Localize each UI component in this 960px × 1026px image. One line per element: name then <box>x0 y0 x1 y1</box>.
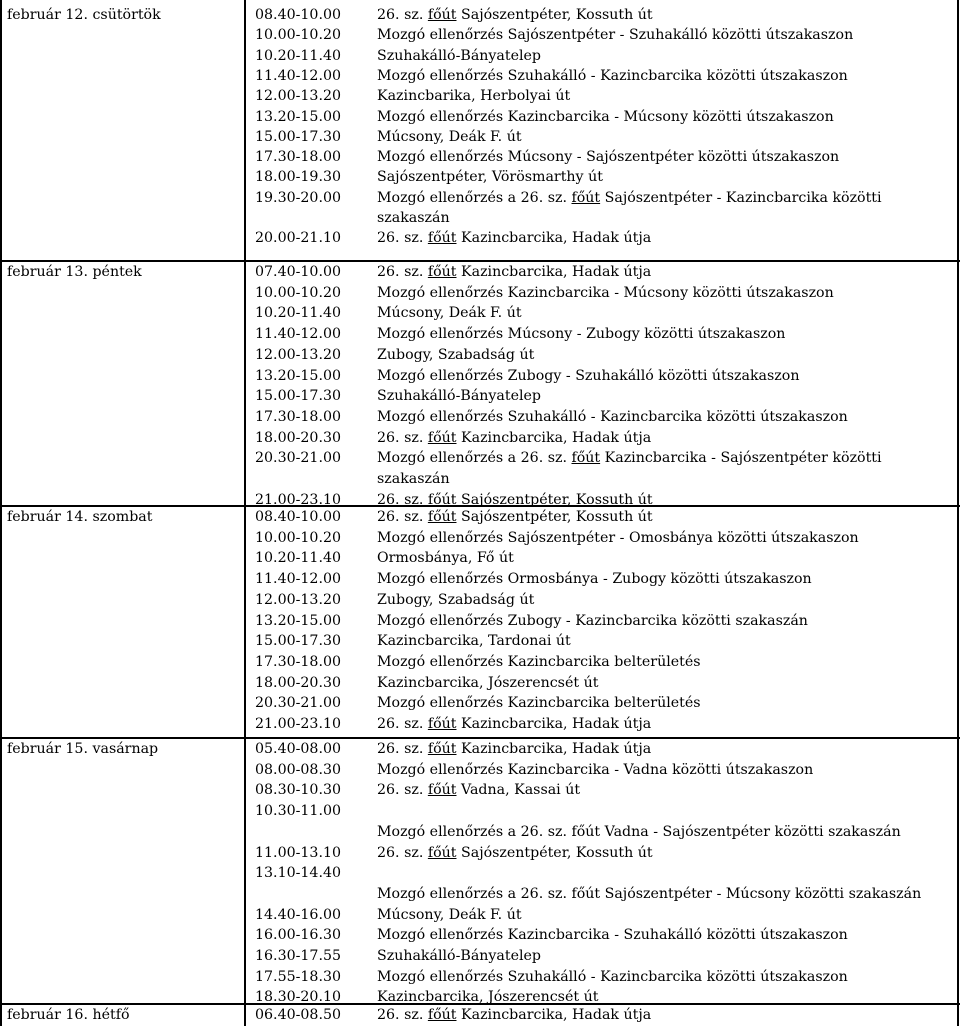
activity-description: Mozgó ellenőrzés Szuhakálló - Kazincbarcika közötti útszakaszon <box>377 968 848 985</box>
time-range: 12.00-13.20 <box>255 346 342 363</box>
activity-description: Ormosbánya, Fő út <box>377 550 514 567</box>
activity-description: Kazincbarika, Herbolyai út <box>377 88 571 105</box>
time-range: 20.30-21.00 <box>255 695 342 712</box>
time-range: 08.00-08.30 <box>255 761 342 778</box>
day-label: február 13. péntek <box>7 264 142 280</box>
underlined-text: főút <box>427 716 457 732</box>
time-range: 10.20-11.40 <box>255 47 342 64</box>
time-range: 15.00-17.30 <box>255 128 342 145</box>
activity-description: 26. sz. főút Sajószentpéter, Kossuth út <box>377 7 653 23</box>
activity-description-continued: Mozgó ellenőrzés a 26. sz. főút Sajószentpéter - Múcsony közötti szakaszán <box>377 885 922 902</box>
activity-description: Zubogy, Szabadság út <box>377 346 535 363</box>
time-range: 15.00-17.30 <box>255 633 342 650</box>
activity-description: Zubogy, Szabadság út <box>377 591 535 608</box>
time-range: 10.00-10.20 <box>255 27 342 44</box>
time-range: 10.20-11.40 <box>255 550 342 567</box>
time-range: 17.30-18.00 <box>255 149 342 166</box>
time-range: 10.20-11.40 <box>255 305 342 322</box>
activity-description: Szuhakálló-Bányatelep <box>377 388 542 405</box>
activity-description: Mozgó ellenőrzés Zubogy - Kazincbarcika közötti szakaszán <box>377 612 808 629</box>
time-range: 13.10-14.40 <box>255 865 342 882</box>
underlined-text: főút <box>427 264 457 280</box>
underlined-text: főút <box>427 7 457 23</box>
time-range: 16.30-17.55 <box>255 948 342 964</box>
time-range: 20.30-21.00 <box>255 450 342 467</box>
activity-description-continued: szakaszán <box>377 471 450 487</box>
activity-description: Kazincbarcika, Jószerencsét út <box>377 674 599 691</box>
underlined-text: főút <box>427 844 457 861</box>
time-range: 17.30-18.00 <box>255 653 342 670</box>
table-left-border <box>0 0 2 1026</box>
time-range: 19.30-20.00 <box>255 189 342 206</box>
activity-description: 26. sz. főút Kazincbarcika, Hadak útja <box>377 264 652 280</box>
time-range: 11.40-12.00 <box>255 326 342 343</box>
activity-description: 26. sz. főút Vadna, Kassai út <box>377 782 581 799</box>
time-range: 08.30-10.30 <box>255 782 342 799</box>
column-divider <box>244 0 246 1026</box>
time-range: 21.00-23.10 <box>255 716 342 732</box>
activity-description: Mozgó ellenőrzés a 26. sz. főút Sajószentpéter - Kazincbarcika közötti <box>377 189 882 206</box>
underlined-text: főút <box>427 782 457 799</box>
activity-description: Mozgó ellenőrzés Múcsony - Zubogy közötti útszakaszon <box>377 326 786 343</box>
activity-description: Mozgó ellenőrzés Kazincbarcika - Múcsony közötti útszakaszon <box>377 108 834 125</box>
activity-description: Mozgó ellenőrzés Szuhakálló - Kazincbarcika közötti útszakaszon <box>377 408 848 425</box>
activity-description: Mozgó ellenőrzés Sajószentpéter - Omosbánya közötti útszakaszon <box>377 529 859 546</box>
time-range: 11.00-13.10 <box>255 844 342 861</box>
activity-description: Mozgó ellenőrzés Sajószentpéter - Szuhakálló közötti útszakaszon <box>377 27 854 44</box>
day-label: február 14. szombat <box>7 509 153 525</box>
activity-description: Mozgó ellenőrzés a 26. sz. főút Kazincbarcika - Sajószentpéter közötti <box>377 450 882 467</box>
time-range: 05.40-08.00 <box>255 741 342 757</box>
time-range: 18.00-19.30 <box>255 169 342 186</box>
time-range: 11.40-12.00 <box>255 67 342 84</box>
activity-description: Mozgó ellenőrzés Kazincbarcika - Múcsony közötti útszakaszon <box>377 284 834 301</box>
underlined-text: főút <box>427 491 457 508</box>
time-range: 15.00-17.30 <box>255 388 342 405</box>
time-range: 21.00-23.10 <box>255 491 342 508</box>
time-range: 20.00-21.10 <box>255 230 342 247</box>
activity-description: Múcsony, Deák F. út <box>377 906 522 923</box>
activity-description: 26. sz. főút Kazincbarcika, Hadak útja <box>377 429 652 446</box>
activity-description: Szuhakálló-Bányatelep <box>377 948 542 964</box>
activity-description: Mozgó ellenőrzés Kazincbarcika belterületés <box>377 695 701 712</box>
time-range: 16.00-16.30 <box>255 927 342 944</box>
time-range: 10.30-11.00 <box>255 803 342 820</box>
activity-description-continued: szakaszán <box>377 210 450 226</box>
time-range: 13.20-15.00 <box>255 612 342 629</box>
activity-description: 26. sz. főút Kazincbarcika, Hadak útja <box>377 1007 652 1023</box>
activity-description: Sajószentpéter, Vörösmarthy út <box>377 169 603 186</box>
time-range: 18.00-20.30 <box>255 429 342 446</box>
time-range: 18.00-20.30 <box>255 674 342 691</box>
activity-description: Mozgó ellenőrzés Szuhakálló - Kazincbarcika közötti útszakaszon <box>377 67 848 84</box>
activity-description: Mozgó ellenőrzés Ormosbánya - Zubogy közötti útszakaszon <box>377 571 812 588</box>
time-range: 10.00-10.20 <box>255 284 342 301</box>
activity-description: Mozgó ellenőrzés Múcsony - Sajószentpéter közötti útszakaszon <box>377 149 840 166</box>
day-label: február 16. hétfő <box>7 1007 130 1023</box>
activity-description: 26. sz. főút Sajószentpéter, Kossuth út <box>377 491 653 508</box>
time-range: 13.20-15.00 <box>255 367 342 384</box>
activity-description: 26. sz. főút Kazincbarcika, Hadak útja <box>377 230 652 247</box>
activity-description-continued: Mozgó ellenőrzés a 26. sz. főút Vadna - Sajószentpéter közötti szakaszán <box>377 823 901 840</box>
day-label: február 15. vasárnap <box>7 741 159 757</box>
activity-description: Múcsony, Deák F. út <box>377 128 522 145</box>
activity-description: 26. sz. főút Sajószentpéter, Kossuth út <box>377 509 653 525</box>
time-range: 17.30-18.00 <box>255 408 342 425</box>
time-range: 10.00-10.20 <box>255 529 342 546</box>
underlined-text: főút <box>427 230 457 247</box>
time-range: 12.00-13.20 <box>255 591 342 608</box>
time-range: 07.40-10.00 <box>255 264 342 280</box>
activity-description: 26. sz. főút Kazincbarcika, Hadak útja <box>377 716 652 732</box>
day-label: február 12. csütörtök <box>7 7 161 23</box>
underlined-text: főút <box>427 741 457 757</box>
time-range: 13.20-15.00 <box>255 108 342 125</box>
activity-description: Mozgó ellenőrzés Kazincbarcika - Vadna közötti útszakaszon <box>377 761 814 778</box>
activity-description: Kazincbarcika, Tardonai út <box>377 633 571 650</box>
underlined-text: főút <box>571 450 601 467</box>
table-right-border <box>957 0 959 1026</box>
time-range: 08.40-10.00 <box>255 7 342 23</box>
underlined-text: főút <box>427 429 457 446</box>
underlined-text: főút <box>571 189 601 206</box>
activity-description: Mozgó ellenőrzés Zubogy - Szuhakálló közötti útszakaszon <box>377 367 800 384</box>
time-range: 06.40-08.50 <box>255 1007 342 1023</box>
activity-description: 26. sz. főút Sajószentpéter, Kossuth út <box>377 844 653 861</box>
time-range: 12.00-13.20 <box>255 88 342 105</box>
time-range: 11.40-12.00 <box>255 571 342 588</box>
activity-description: Mozgó ellenőrzés Kazincbarcika belterületés <box>377 653 701 670</box>
activity-description: Mozgó ellenőrzés Kazincbarcika - Szuhakálló közötti útszakaszon <box>377 927 848 944</box>
activity-description: Múcsony, Deák F. út <box>377 305 522 322</box>
time-range: 18.30-20.10 <box>255 989 342 1006</box>
activity-description: Kazincbarcika, Jószerencsét út <box>377 989 599 1006</box>
time-range: 14.40-16.00 <box>255 906 342 923</box>
underlined-text: főút <box>427 509 457 525</box>
activity-description: Szuhakálló-Bányatelep <box>377 47 542 64</box>
activity-description: 26. sz. főút Kazincbarcika, Hadak útja <box>377 741 652 757</box>
time-range: 17.55-18.30 <box>255 968 342 985</box>
underlined-text: főút <box>427 1007 457 1023</box>
time-range: 08.40-10.00 <box>255 509 342 525</box>
